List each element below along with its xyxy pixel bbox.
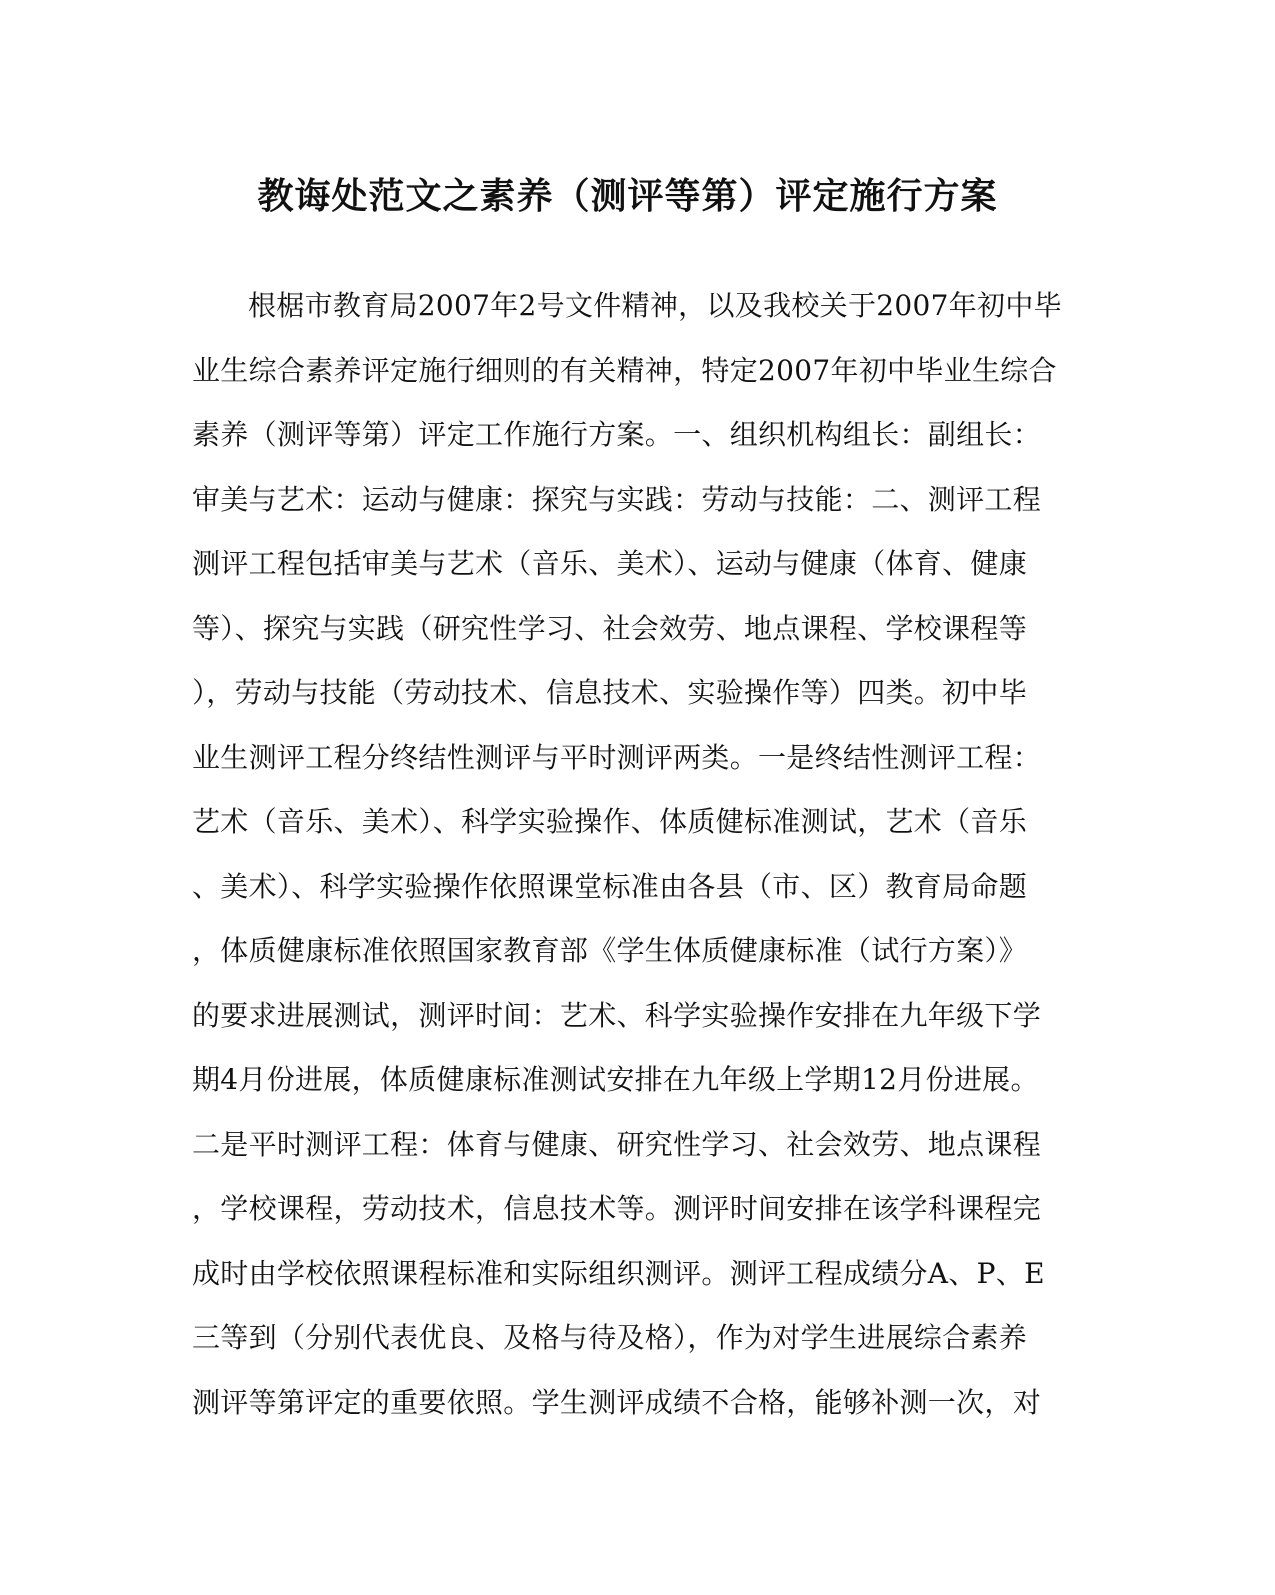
body-line: ，学校课程，劳动技术，信息技术等。测评时间安排在该学科课程完 bbox=[192, 1192, 1042, 1225]
body-line: 成时由学校依照课程标准和实际组织测评。测评工程成绩分A、P、E bbox=[192, 1256, 1045, 1290]
body-line: 艺术（音乐、美术）、科学实验操作、体质健标准测试，艺术（音乐 bbox=[192, 805, 1028, 838]
body-line: 业生测评工程分终结性测评与平时测评两类。一是终结性测评工程： bbox=[192, 740, 1042, 774]
body-line: 素养（测评等第）评定工作施行方案。一、组织机构组长：副组长： bbox=[192, 418, 1042, 451]
body-line: 测评等第评定的重要依照。学生测评成绩不合格，能够补测一次，对 bbox=[192, 1385, 1042, 1419]
document-title: 教诲处范文之素养（测评等第）评定施行方案 bbox=[257, 175, 998, 217]
body-line: 二是平时测评工程：体育与健康、研究性学习、社会效劳、地点课程 bbox=[192, 1127, 1042, 1161]
document-body bbox=[192, 274, 1062, 1435]
body-line: 的要求进展测试，测评时间：艺术、科学实验操作安排在九年级下学 bbox=[192, 998, 1042, 1032]
body-line: 三等到（分别代表优良、及格与待及格），作为对学生进展综合素养 bbox=[192, 1321, 1028, 1354]
body-line: ），劳动与技能（劳动技术、信息技术、实验操作等）四类。初中毕 bbox=[192, 676, 1028, 709]
body-line: 根椐市教育局2007年2号文件精神，以及我校关于2007年初中毕 bbox=[248, 289, 1062, 322]
body-line: ，体质健康标准依照国家教育部《学生体质健康标准（试行方案）》 bbox=[192, 934, 1028, 967]
body-line: 业生综合素养评定施行细则的有关精神，特定2007年初中毕业生综合 bbox=[192, 353, 1057, 387]
body-line: 审美与艺术：运动与健康：探究与实践：劳动与技能：二、测评工程 bbox=[192, 482, 1042, 516]
body-line: 等）、探究与实践（研究性学习、社会效劳、地点课程、学校课程等 bbox=[192, 611, 1028, 645]
body-line: 、美术）、科学实验操作依照课堂标准由各县（市、区）教育局命题 bbox=[192, 869, 1028, 903]
body-line: 测评工程包括审美与艺术（音乐、美术）、运动与健康（体育、健康 bbox=[192, 547, 1028, 580]
body-line: 期4月份进展，体质健康标准测试安排在九年级上学期12月份进展。 bbox=[192, 1063, 1039, 1096]
